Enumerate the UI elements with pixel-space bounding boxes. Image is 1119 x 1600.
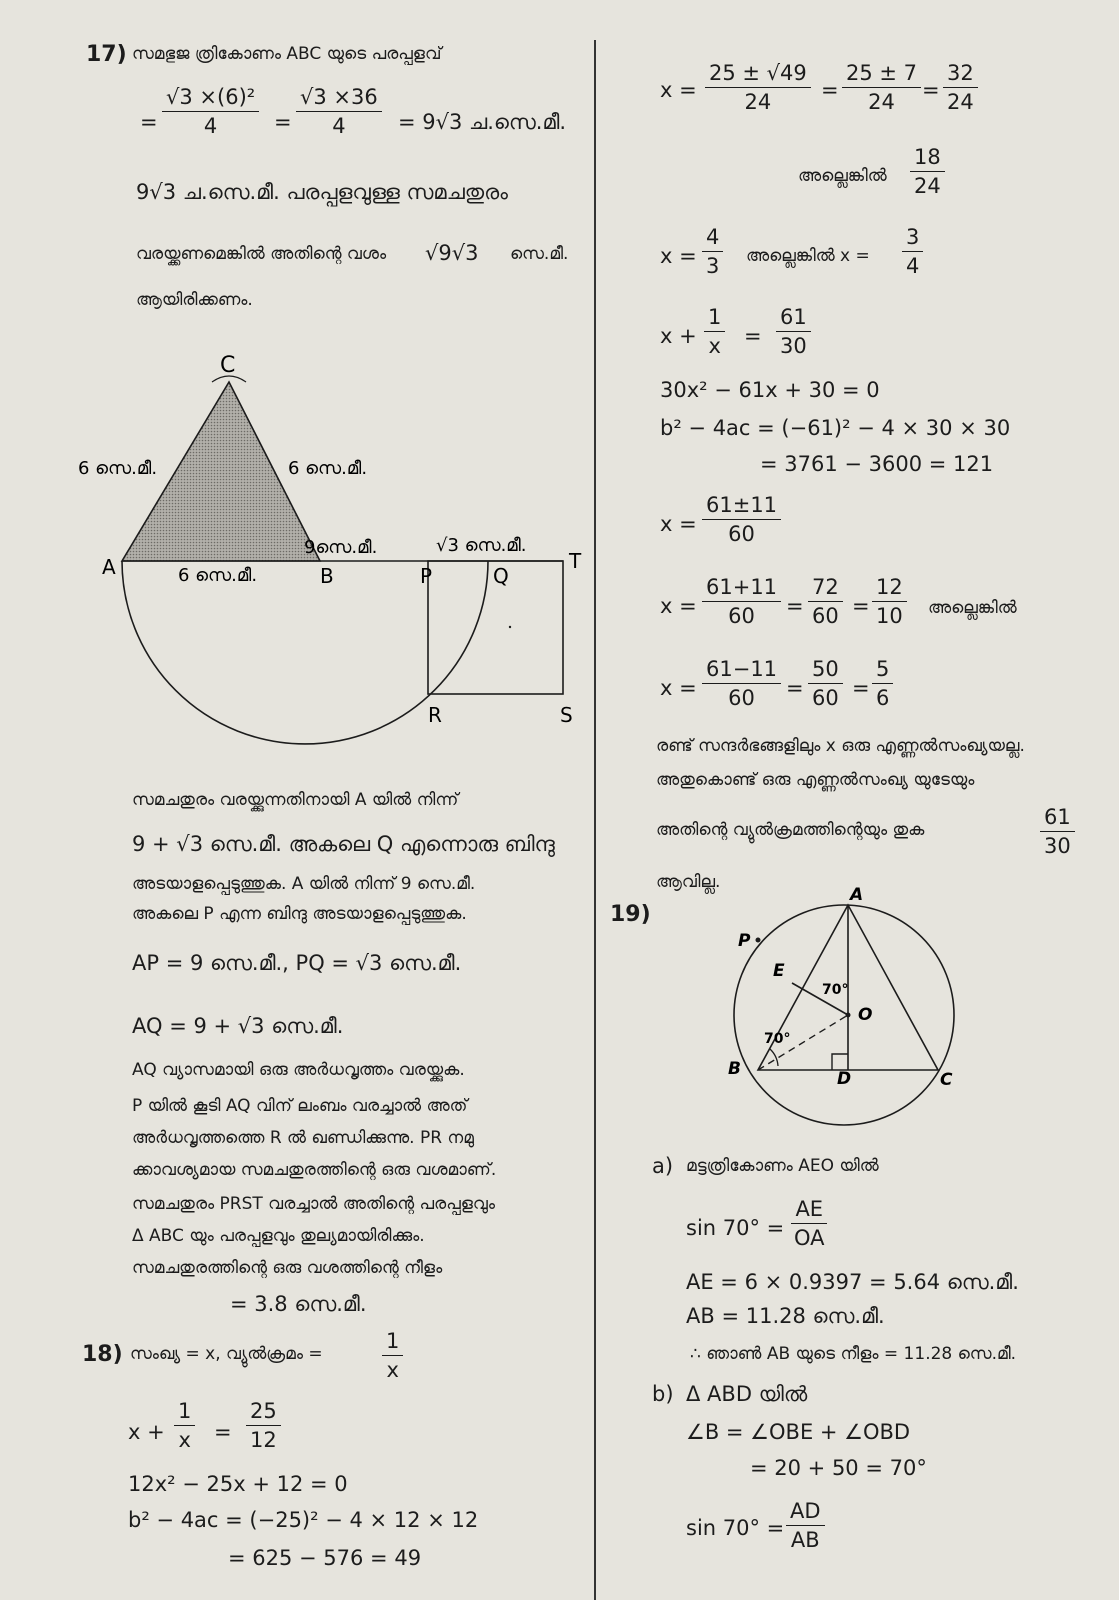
- r9-eq-2: =: [852, 594, 870, 618]
- q17-fraction-1: $\frac{\text{√3 ×(6)²}}{4}$: [162, 86, 259, 137]
- label-a: A: [102, 555, 116, 579]
- angle-arc-b: [770, 1049, 778, 1066]
- label-o: O: [858, 1005, 873, 1025]
- q19-angle-b: ∠B = ∠OBE + ∠OBD: [686, 1420, 911, 1444]
- r9-x: x =: [660, 594, 697, 618]
- q17-number: 17): [86, 42, 127, 67]
- construction-figure: [0, 340, 594, 750]
- q17-para-4: അകലെ P എന്ന ബിന്ദു അടയാളപ്പെടുത്തുക.: [132, 904, 467, 924]
- q19-a-heading: മട്ടത്രികോണം AEO യിൽ: [686, 1156, 879, 1176]
- r4-rhs: $\frac{61}{30}$: [776, 306, 811, 357]
- circumcircle: [734, 905, 954, 1125]
- r3-frac-2: $\frac{3}{4}$: [902, 226, 923, 277]
- r9-eq: =: [786, 594, 804, 618]
- r10-eq-2: =: [852, 676, 870, 700]
- r9-or: അല്ലെങ്കിൽ: [928, 598, 1017, 618]
- r2-or: അല്ലെങ്കിൽ: [798, 166, 887, 186]
- label-r: R: [428, 703, 442, 727]
- label-p2: P: [738, 931, 751, 951]
- q17-line-3c: സെ.മീ.: [510, 244, 569, 264]
- q17-para-6: P യിൽ കൂടി AQ വിന് ലംബം വരച്ചാൽ അത്: [132, 1096, 468, 1116]
- q18-number: 18): [82, 1342, 123, 1367]
- q17-para-10: Δ ABC യും പരപ്പളവും തുല്യമായിരിക്കും.: [132, 1226, 425, 1246]
- r10-frac-2: $\frac{50}{60}$: [808, 658, 843, 709]
- r1-eq: =: [821, 78, 839, 102]
- angle-label-aoe: 70°: [822, 982, 849, 998]
- label-d: D: [837, 1069, 852, 1089]
- q18-eq3: b² − 4ac = (−25)² − 4 × 12 × 12: [128, 1508, 479, 1532]
- q19-sin2-frac: $\frac{AD}{AB}$: [786, 1500, 825, 1551]
- label-s: S: [560, 703, 573, 727]
- q17-para-3: അടയാളപ്പെടുത്തുക. A യിൽ നിന്ന് 9 സെ.മീ.: [132, 874, 476, 894]
- r9-frac-1: $\frac{61+11}{60}$: [702, 576, 781, 627]
- q18-eq1-frac: $\frac{1}{x}$: [174, 1400, 195, 1451]
- label-p: P: [420, 564, 433, 588]
- r8-x: x =: [660, 512, 697, 536]
- q17-para-9: സമചതുരം PRST വരച്ചാൽ അതിന്റെ പരപ്പളവും: [132, 1194, 495, 1214]
- q17-heading: സമഭുജ ത്രികോണം ABC യുടെ പരപ്പളവ്: [132, 44, 442, 64]
- label-c: C: [220, 353, 236, 378]
- point-p: [756, 938, 761, 943]
- label-e: E: [773, 961, 785, 981]
- r3-x: x =: [660, 244, 697, 268]
- conclusion-frac: $\frac{61}{30}$: [1040, 806, 1075, 857]
- q19-part-a: a): [652, 1154, 674, 1178]
- r4-eq: =: [744, 324, 762, 348]
- q19-angle-b-result: = 20 + 50 = 70°: [750, 1456, 927, 1480]
- circle-figure: [700, 880, 1000, 1150]
- q17-para-7: അർധവൃത്തത്തെ R ൽ ഖണ്ഡിക്കുന്നു. PR നമു: [132, 1128, 474, 1148]
- q17-para-11: സമചതുരത്തിന്റെ ഒരു വശത്തിന്റെ നീളം: [132, 1258, 443, 1278]
- r10-eq: =: [786, 676, 804, 700]
- conclusion-4: ആവില്ല.: [656, 872, 721, 892]
- q18-reciprocal: $\frac{1}{x}$: [382, 1330, 403, 1381]
- r9-frac-3: $\frac{12}{10}$: [872, 576, 907, 627]
- q18-eq1-eq: =: [214, 1420, 232, 1444]
- q17-side-root: √9√3: [425, 241, 479, 265]
- q19-ae: AE = 6 × 0.9397 = 5.64 സെ.മീ.: [686, 1270, 1019, 1294]
- label-side-ac: 6 സെ.മീ.: [78, 458, 158, 479]
- angle-label-b: 70°: [764, 1031, 791, 1047]
- q17-ap-pq: AP = 9 സെ.മീ., PQ = √3 സെ.മീ.: [132, 951, 462, 975]
- q17-result: = 9√3 ച.സെ.മീ.: [398, 110, 567, 134]
- label-b: B: [320, 564, 334, 588]
- q17-eq-sign: =: [140, 110, 158, 134]
- r1-frac-3: $\frac{32}{24}$: [943, 62, 978, 113]
- label-b2: B: [728, 1059, 741, 1079]
- label-side-ab: 6 സെ.മീ.: [178, 565, 258, 586]
- q19-sin1-frac: $\frac{AE}{OA}$: [790, 1198, 829, 1249]
- q19-number: 19): [610, 902, 651, 927]
- q18-eq2: 12x² − 25x + 12 = 0: [128, 1472, 348, 1496]
- conclusion-1: രണ്ട് സന്ദർഭങ്ങളിലും x ഒരു എണ്ണൽസംഖ്യയല്ല.: [656, 736, 1025, 756]
- label-c2: C: [940, 1070, 953, 1090]
- r6: b² − 4ac = (−61)² − 4 × 30 × 30: [660, 416, 1011, 440]
- r10-x: x =: [660, 676, 697, 700]
- label-t: T: [569, 549, 582, 573]
- q17-line-3a: വരയ്ക്കണമെങ്കിൽ അതിന്റെ വശം: [136, 244, 387, 264]
- label-bp: 9സെ.മീ.: [304, 537, 378, 558]
- r4-x: x +: [660, 324, 697, 348]
- r5: 30x² − 61x + 30 = 0: [660, 378, 880, 402]
- r10-frac-1: $\frac{61-11}{60}$: [702, 658, 781, 709]
- q17-para-5: AQ വ്യാസമായി ഒരു അർധവൃത്തം വരയ്ക്കുക.: [132, 1060, 465, 1080]
- r4-frac: $\frac{1}{x}$: [704, 306, 725, 357]
- q17-eq-sign-2: =: [274, 110, 292, 134]
- conclusion-2: അതുകൊണ്ട് ഒരു എണ്ണൽസംഖ്യ യുടേയും: [656, 770, 975, 790]
- q18-eq4: = 625 − 576 = 49: [228, 1546, 422, 1570]
- right-angle-mark: [832, 1054, 848, 1070]
- q19-b-heading: Δ ABD യിൽ: [686, 1382, 808, 1406]
- q17-para-8: ക്കാവശ്യമായ സമചതുരത്തിന്റെ ഒരു വശമാണ്.: [132, 1160, 497, 1180]
- label-side-bc: 6 സെ.മീ.: [288, 458, 368, 479]
- r1-eq-2: =: [922, 78, 940, 102]
- q17-fraction-2: $\frac{√3 \times 36}{4}$: [296, 86, 382, 137]
- q17-side-result: = 3.8 സെ.മീ.: [230, 1292, 367, 1316]
- q19-sin1-lhs: sin 70° =: [686, 1216, 785, 1240]
- conclusion-3: അതിന്റെ വ്യുൽക്രമത്തിന്റെയും തുക: [656, 820, 925, 840]
- r8-frac: $\frac{61\pm 11}{60}$: [702, 494, 781, 545]
- r10-frac-3: $\frac{5}{6}$: [872, 658, 893, 709]
- q18-eq1-rhs: $\frac{25}{12}$: [246, 1400, 281, 1451]
- column-divider: [594, 40, 596, 1600]
- q17-line-4: ആയിരിക്കണം.: [136, 290, 253, 310]
- q19-part-b: b): [652, 1382, 674, 1406]
- label-a2: A: [850, 885, 864, 905]
- q17-line-2: 9√3 ച.സെ.മീ. പരപ്പളവുള്ള സമചതുരം: [136, 180, 508, 204]
- q18-heading: സംഖ്യ = x, വ്യുൽക്രമം =: [130, 1344, 323, 1364]
- r9-frac-2: $\frac{72}{60}$: [808, 576, 843, 627]
- label-q: Q: [493, 564, 509, 588]
- q17-para-2: 9 + √3 സെ.മീ. അകലെ Q എന്നൊരു ബിന്ദു: [132, 832, 555, 856]
- q17-aq: AQ = 9 + √3 സെ.മീ.: [132, 1014, 344, 1038]
- point-o: [846, 1013, 851, 1018]
- q19-ab: AB = 11.28 സെ.മീ.: [686, 1304, 885, 1328]
- r7: = 3761 − 3600 = 121: [760, 452, 994, 476]
- q19-therefore: ∴ ഞാൺ AB യുടെ നീളം = 11.28 സെ.മീ.: [690, 1344, 1017, 1364]
- r2-frac: $\frac{18}{24}$: [910, 146, 945, 197]
- r1-x: x =: [660, 78, 697, 102]
- q18-eq1-lhs: x +: [128, 1420, 165, 1444]
- r3-frac-1: $\frac{4}{3}$: [702, 226, 723, 277]
- q19-sin2-lhs: sin 70° =: [686, 1516, 785, 1540]
- label-pq: √3 സെ.മീ.: [436, 535, 527, 556]
- r1-frac-1: $\frac{25 \pm √49}{24}$: [705, 62, 811, 113]
- r3-or: അല്ലെങ്കിൽ x =: [746, 246, 870, 266]
- stray-dot: [509, 626, 511, 628]
- q17-para-1: സമചതുരം വരയ്ക്കുന്നതിനായി A യിൽ നിന്ന്: [132, 790, 459, 810]
- r1-frac-2: $\frac{25 \pm 7}{24}$: [842, 62, 921, 113]
